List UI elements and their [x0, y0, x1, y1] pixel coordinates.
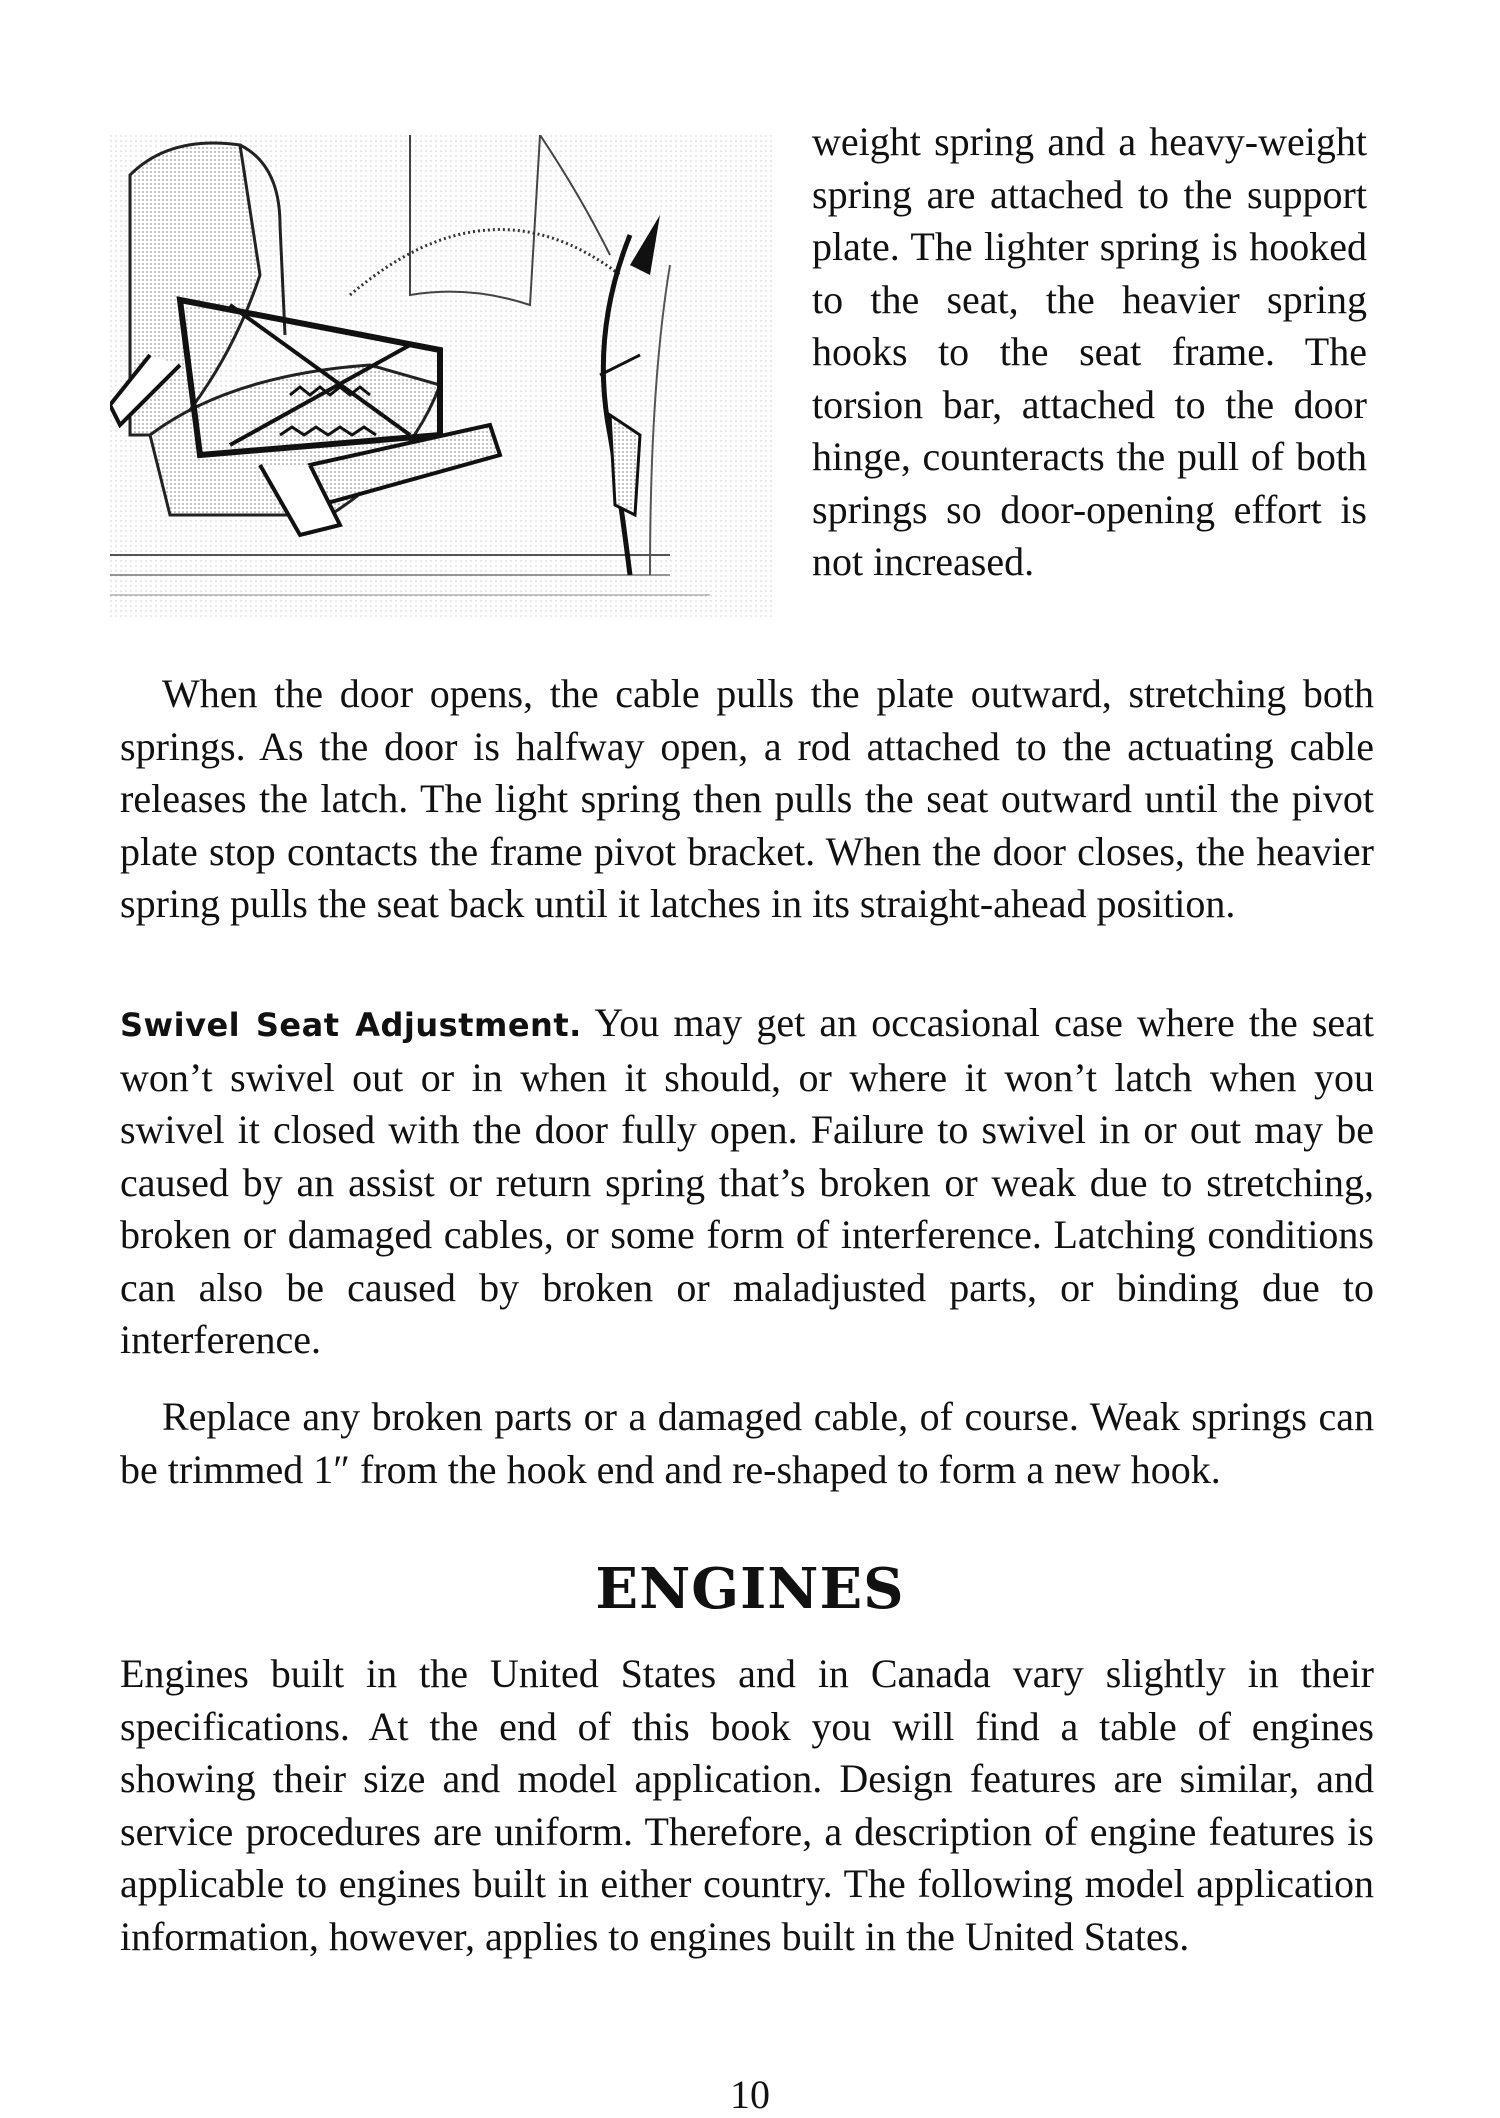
paragraph-replace-parts: Replace any broken parts or a damaged cable, of course. Weak springs can be trimmed 1″ from the hook end and re-shaped to form a new hook.: [120, 1394, 1374, 1492]
swivel-seat-illustration: [110, 135, 775, 620]
paragraph-engines: Engines built in the United States and in Canada vary slightly in their specifications. At the end of this book you will find a table of engines showing their size and model application. Design features are similar, and service procedures are uniform. Therefore, a description of engine features is applicable to engines built in either country. The following model application information, however, applies to engines built in the United States.: [120, 1651, 1374, 1959]
page-number: 10: [730, 2072, 770, 2117]
adjustment-text: You may get an occasional case where the seat won’t swivel out or in when it should, or where it won’t latch when you swivel it closed with the door fully open. Failure to swivel in or out may be caused by an assist or return spring that’s broken or weak due to stretching, broken or damaged cables, or some form of interference. Latching conditions can also be caused by broken or maladjusted parts, or binding due to interference.: [120, 1000, 1375, 1362]
section-heading: ENGINES: [595, 1556, 905, 1622]
paragraph-door-operation: When the door opens, the cable pulls the plate outward, stretching both springs. As the door is halfway open, a rod attached to the actuating cable releases the latch. The light spring then pulls the seat outward until the pivot plate stop contacts the frame pivot bracket. When the door closes, the heavier spring pulls the seat back until it latches in its straight-ahead position.: [120, 671, 1374, 926]
paragraph-swivel-adjustment: [120, 997, 1374, 1367]
swivel-seat-drawing: [110, 135, 775, 620]
figure-side-text: weight spring and a heavy-weight spring are attached to the support plate. The lighter spring is hooked to the seat, the heavier spring hooks to the seat frame. The torsion bar, attached to the door hinge, counteracts the pull of both springs so door-opening effort is not increased.: [812, 119, 1367, 584]
run-in-heading: Swivel Seat Adjustment.: [120, 1006, 582, 1044]
